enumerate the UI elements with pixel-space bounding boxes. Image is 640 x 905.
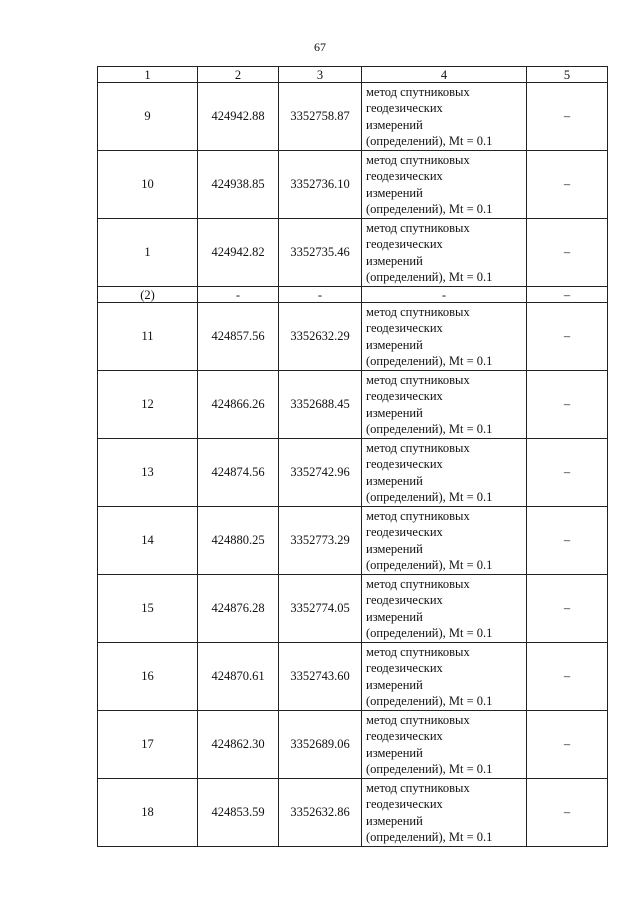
x-coordinate-cell: 424942.82 (198, 219, 279, 287)
note-cell: – (527, 643, 608, 711)
x-coordinate-cell: - (198, 287, 279, 303)
note-cell: – (527, 219, 608, 287)
y-coordinate-cell: 3352742.96 (279, 439, 362, 507)
page-number: 67 (314, 40, 326, 54)
note-cell: – (527, 287, 608, 303)
x-coordinate-cell: 424942.88 (198, 83, 279, 151)
method-text-line: метод спутниковых (366, 220, 470, 235)
method-text-line: метод спутниковых (366, 644, 470, 659)
method-text-line: геодезических (366, 169, 443, 183)
column-header: 1 (98, 67, 198, 83)
y-coordinate-cell: 3352774.05 (279, 575, 362, 643)
method-cell (362, 779, 527, 847)
table-row (98, 779, 608, 847)
method-text-line: геодезических (366, 525, 443, 539)
point-number-cell: (2) (98, 287, 198, 303)
table-row (98, 371, 608, 439)
method-text-line: метод спутниковых (366, 84, 470, 99)
note-cell: – (527, 83, 608, 151)
note-cell: – (527, 371, 608, 439)
column-header: 4 (362, 67, 527, 83)
method-cell (362, 575, 527, 643)
method-text-line: измерений (366, 609, 423, 624)
method-cell (362, 83, 527, 151)
note-cell: – (527, 779, 608, 847)
note-cell: – (527, 439, 608, 507)
point-number-cell: 12 (98, 371, 198, 439)
table-row (98, 303, 608, 371)
method-text-line: метод спутниковых (366, 304, 470, 319)
x-coordinate-cell: 424857.56 (198, 303, 279, 371)
x-coordinate-cell: 424880.25 (198, 507, 279, 575)
table-row (98, 83, 608, 151)
method-cell (362, 219, 527, 287)
table-row (98, 151, 608, 219)
method-cell (362, 439, 527, 507)
y-coordinate-cell: 3352688.45 (279, 371, 362, 439)
method-text-line: (определений), Mt = 0.1 (366, 762, 493, 776)
table-row (98, 507, 608, 575)
note-cell: – (527, 507, 608, 575)
method-text-line: (определений), Mt = 0.1 (366, 558, 493, 572)
method-cell (362, 151, 527, 219)
table-header-row (98, 67, 608, 83)
method-text-line: (определений), Mt = 0.1 (366, 202, 493, 216)
table-body (98, 67, 608, 847)
method-text-line: метод спутниковых (366, 780, 470, 795)
y-coordinate-cell: 3352743.60 (279, 643, 362, 711)
coordinates-table (97, 66, 608, 847)
y-coordinate-cell: 3352773.29 (279, 507, 362, 575)
method-text-line: геодезических (366, 321, 443, 335)
column-header: 3 (279, 67, 362, 83)
y-coordinate-cell: 3352735.46 (279, 219, 362, 287)
method-cell (362, 711, 527, 779)
method-cell (362, 643, 527, 711)
method-text-line: измерений (366, 813, 423, 828)
method-text-line: метод спутниковых (366, 508, 470, 523)
method-text-line: измерений (366, 405, 423, 420)
point-number-cell: 18 (98, 779, 198, 847)
note-cell: – (527, 711, 608, 779)
point-number-cell: 14 (98, 507, 198, 575)
y-coordinate-cell: 3352689.06 (279, 711, 362, 779)
method-text-line: геодезических (366, 389, 443, 403)
y-coordinate-cell: 3352632.86 (279, 779, 362, 847)
method-text-line: геодезических (366, 661, 443, 675)
point-number-cell: 10 (98, 151, 198, 219)
method-text-line: метод спутниковых (366, 440, 470, 455)
method-cell (362, 303, 527, 371)
method-text-line: измерений (366, 541, 423, 556)
method-text-line: геодезических (366, 797, 443, 811)
x-coordinate-cell: 424874.56 (198, 439, 279, 507)
method-text-line: геодезических (366, 729, 443, 743)
y-coordinate-cell: 3352632.29 (279, 303, 362, 371)
x-coordinate-cell: 424938.85 (198, 151, 279, 219)
point-number-cell: 1 (98, 219, 198, 287)
method-text-line: (определений), Mt = 0.1 (366, 134, 493, 148)
method-text-line: (определений), Mt = 0.1 (366, 422, 493, 436)
point-number-cell: 13 (98, 439, 198, 507)
x-coordinate-cell: 424866.26 (198, 371, 279, 439)
method-text-line: измерений (366, 185, 423, 200)
point-number-cell: 11 (98, 303, 198, 371)
point-number-cell: 15 (98, 575, 198, 643)
method-text-line: измерений (366, 337, 423, 352)
x-coordinate-cell: 424853.59 (198, 779, 279, 847)
method-text-line: (определений), Mt = 0.1 (366, 490, 493, 504)
note-cell: – (527, 303, 608, 371)
table-row (98, 219, 608, 287)
method-text-line: (определений), Mt = 0.1 (366, 694, 493, 708)
method-cell (362, 371, 527, 439)
method-text-line: измерений (366, 473, 423, 488)
note-cell: – (527, 151, 608, 219)
table-row (98, 711, 608, 779)
method-text-line: метод спутниковых (366, 372, 470, 387)
method-text-line: метод спутниковых (366, 576, 470, 591)
method-text-line: (определений), Mt = 0.1 (366, 626, 493, 640)
method-text-line: измерений (366, 677, 423, 692)
method-text-line: метод спутниковых (366, 712, 470, 727)
method-text-line: измерений (366, 117, 423, 132)
column-header: 2 (198, 67, 279, 83)
table-row (98, 439, 608, 507)
method-text-line: (определений), Mt = 0.1 (366, 270, 493, 284)
method-text-line: геодезических (366, 237, 443, 251)
method-text-line: геодезических (366, 593, 443, 607)
y-coordinate-cell: 3352736.10 (279, 151, 362, 219)
y-coordinate-cell: - (279, 287, 362, 303)
method-text-line: геодезических (366, 101, 443, 115)
table-row (98, 575, 608, 643)
method-text-line: измерений (366, 253, 423, 268)
point-number-cell: 9 (98, 83, 198, 151)
method-text-line: метод спутниковых (366, 152, 470, 167)
note-cell: – (527, 575, 608, 643)
x-coordinate-cell: 424876.28 (198, 575, 279, 643)
method-cell (362, 507, 527, 575)
method-text-line: геодезических (366, 457, 443, 471)
x-coordinate-cell: 424870.61 (198, 643, 279, 711)
y-coordinate-cell: 3352758.87 (279, 83, 362, 151)
method-text-line: (определений), Mt = 0.1 (366, 354, 493, 368)
point-number-cell: 16 (98, 643, 198, 711)
point-number-cell: 17 (98, 711, 198, 779)
column-header: 5 (527, 67, 608, 83)
method-text-line: (определений), Mt = 0.1 (366, 830, 493, 844)
method-cell: - (362, 287, 527, 303)
method-text-line: измерений (366, 745, 423, 760)
table-row (98, 643, 608, 711)
table-separator-row (98, 287, 608, 303)
x-coordinate-cell: 424862.30 (198, 711, 279, 779)
